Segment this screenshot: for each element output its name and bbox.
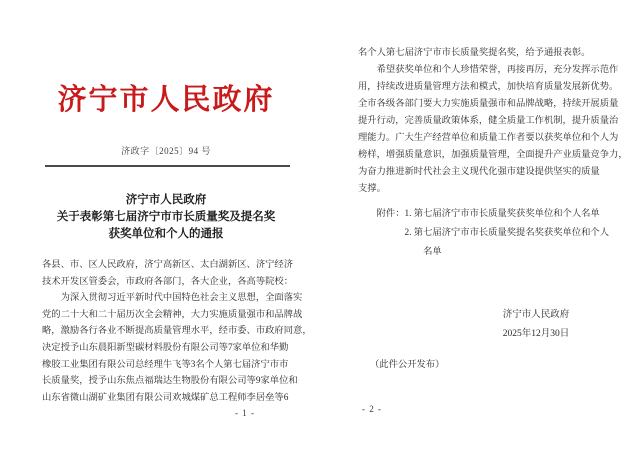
page-2-body-text [358, 45, 628, 198]
body-text-line: 山东省微山湖矿业集团有限公司欢城煤矿总工程师李居垒等6 [42, 392, 289, 403]
document-title-line: 获奖单位和个人的通报 [108, 228, 224, 240]
body-text-line: 技术开发区管委会，市政府各部门，各大企业，各高等院校： [42, 276, 294, 287]
body-text-line: 支撑。 [358, 184, 386, 194]
document-page-2 [320, 0, 640, 455]
body-text-line: 橡胶工业集团有限公司总经理牛飞等3名个人第七届济宁市市 [42, 359, 289, 370]
body-text-line: 名个人第七届济宁市市长质量奖提名奖，给予通报表彰。 [358, 48, 591, 58]
signature-block [486, 306, 586, 344]
masthead-divider-rule [45, 165, 290, 167]
attachment-line: 名单 [358, 247, 442, 257]
body-text-line: 略，激励各行各业不断提高质量管理水平，经市委、市政府同意， [42, 326, 312, 337]
body-text-line: 用，持续改进质量管理方法和模式，加快培育质量发展新优势。 [358, 82, 619, 92]
attachments-list [358, 205, 628, 262]
signature-date: 2025年12月30日 [502, 329, 570, 339]
body-text-line: 为深入贯彻习近平新时代中国特色社会主义思想，全面落实 [42, 293, 303, 304]
attachment-line: 附件：1. 第七届济宁市市长质量奖获奖单位和个人名单 [358, 209, 600, 219]
body-text-line: 榜样，增强质量意识，加强质量管理，全面提升产业质量竞争力， [358, 150, 628, 160]
body-text-line: 各县、市、区人民政府，济宁高新区、太白湖新区、济宁经济 [42, 260, 294, 270]
body-text-line: 党的二十大和二十届历次全会精神，大力实施质量强市和品牌战 [42, 309, 303, 320]
document-reference-number: 济政字〔2025〕94 号 [121, 146, 211, 156]
public-release-note: （此件公开发布） [370, 360, 445, 370]
signer-name: 济宁市人民政府 [502, 310, 570, 320]
document-title-line: 关于表彰第七届济宁市市长质量奖及提名奖 [56, 211, 276, 223]
body-text-line: 决定授予山东晨阳新型碳材料股份有限公司等7家单位和华勤 [42, 342, 289, 353]
body-text-line: 全市各级各部门要大力实施质量强市和品牌战略，持续开展质量 [358, 99, 619, 109]
page-1-number: - 1 - [235, 408, 255, 418]
body-text-line: 为奋力推进新时代社会主义现代化强市建设提供坚实的质量 [358, 167, 600, 177]
document-title [28, 192, 304, 243]
document-title-line: 济宁市人民政府 [125, 194, 207, 206]
body-text-line: 希望获奖单位和个人珍惜荣誉，再接再厉，充分发挥示范作 [358, 65, 619, 75]
body-text-line: 长质量奖，授予山东焦点福瑞达生物股份有限公司等9家单位和 [42, 376, 298, 387]
page-1-body-text [42, 257, 312, 406]
page-2-number: - 2 - [362, 404, 382, 414]
body-text-line: 提升行动，完善质量政策体系，健全质量工作机制，提升质量治 [358, 116, 619, 126]
attachment-line: 2. 第七届济宁市市长质量奖提名奖获奖单位和个人 [358, 228, 610, 238]
government-masthead: 济宁市人民政府 [57, 84, 275, 116]
body-text-line: 理能力。广大生产经营单位和质量工作者要以获奖单位和个人为 [358, 133, 619, 143]
